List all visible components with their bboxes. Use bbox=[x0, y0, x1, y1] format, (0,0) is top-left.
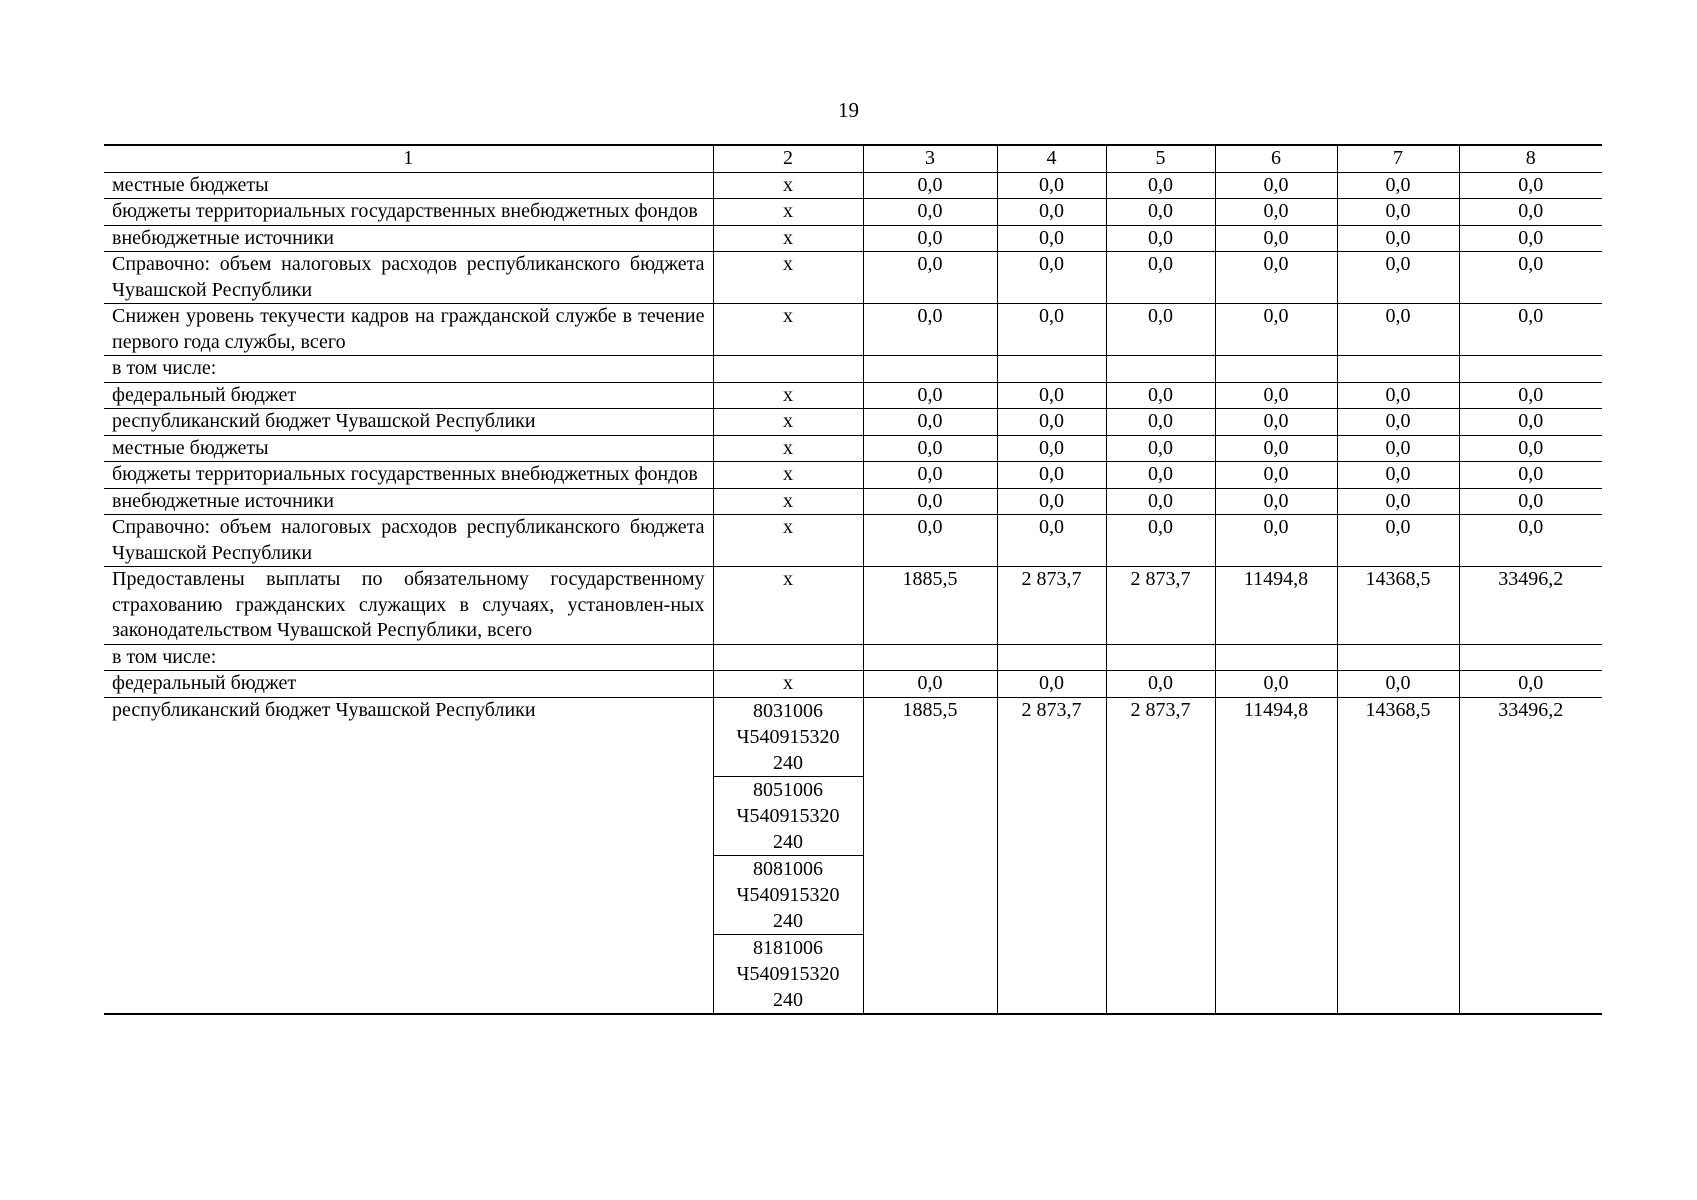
budget-code: х bbox=[713, 462, 863, 489]
value-cell: 0,0 bbox=[1459, 409, 1602, 436]
budget-code-line: 8181006 bbox=[753, 936, 823, 959]
budget-code-line: 8031006 bbox=[753, 699, 823, 722]
header-cell: 6 bbox=[1215, 145, 1337, 172]
value-cell: 0,0 bbox=[1337, 172, 1459, 199]
value-cell: 0,0 bbox=[997, 488, 1106, 515]
budget-code-line: 240 bbox=[773, 751, 803, 774]
table-row bbox=[104, 225, 1602, 252]
value-cell: 0,0 bbox=[997, 382, 1106, 409]
value-cell: 0,0 bbox=[1215, 462, 1337, 489]
table-header-row bbox=[104, 145, 1602, 172]
value-cell: 0,0 bbox=[1215, 409, 1337, 436]
value-cell: 0,0 bbox=[1337, 225, 1459, 252]
value-cell: 0,0 bbox=[1337, 252, 1459, 304]
value-cell: 0,0 bbox=[1106, 225, 1215, 252]
row-label: республиканский бюджет Чувашской Республики bbox=[104, 409, 713, 436]
row-label: бюджеты территориальных государственных внебюджетных фондов bbox=[104, 462, 713, 489]
table-row bbox=[104, 382, 1602, 409]
value-cell: 11494,8 bbox=[1215, 697, 1337, 1014]
value-cell: 0,0 bbox=[1337, 409, 1459, 436]
value-cell bbox=[1337, 644, 1459, 671]
budget-code-line: Ч540915320 bbox=[736, 804, 840, 827]
table-row bbox=[104, 671, 1602, 698]
value-cell: 0,0 bbox=[1337, 435, 1459, 462]
budget-code: х bbox=[713, 199, 863, 226]
row-label: в том числе: bbox=[104, 644, 713, 671]
table-row bbox=[104, 488, 1602, 515]
row-label: Справочно: объем налоговых расходов республиканского бюджета Чувашской Республики bbox=[104, 515, 713, 567]
value-cell: 0,0 bbox=[997, 304, 1106, 356]
value-cell: 2 873,7 bbox=[997, 567, 1106, 645]
value-cell: 0,0 bbox=[1459, 382, 1602, 409]
value-cell: 0,0 bbox=[1459, 172, 1602, 199]
table-row bbox=[104, 252, 1602, 304]
row-label: бюджеты территориальных государственных внебюджетных фондов bbox=[104, 199, 713, 226]
value-cell: 0,0 bbox=[1106, 462, 1215, 489]
value-cell: 2 873,7 bbox=[997, 697, 1106, 1014]
value-cell: 11494,8 bbox=[1215, 567, 1337, 645]
budget-code: х bbox=[713, 252, 863, 304]
budget-code: х bbox=[713, 515, 863, 567]
budget-code: х bbox=[713, 409, 863, 436]
value-cell: 1885,5 bbox=[863, 697, 997, 1014]
budget-code bbox=[714, 856, 863, 935]
budget-code-line: 240 bbox=[773, 909, 803, 932]
value-cell: 0,0 bbox=[1215, 435, 1337, 462]
value-cell: 0,0 bbox=[863, 671, 997, 698]
budget-code: х bbox=[713, 435, 863, 462]
header-cell: 2 bbox=[713, 145, 863, 172]
value-cell: 0,0 bbox=[997, 199, 1106, 226]
value-cell: 0,0 bbox=[1337, 304, 1459, 356]
row-label: местные бюджеты bbox=[104, 172, 713, 199]
value-cell: 0,0 bbox=[1459, 488, 1602, 515]
value-cell bbox=[863, 356, 997, 383]
header-cell: 1 bbox=[104, 145, 713, 172]
budget-code-line: Ч540915320 bbox=[736, 883, 840, 906]
value-cell: 0,0 bbox=[863, 488, 997, 515]
table-row bbox=[104, 567, 1602, 645]
row-label: Справочно: объем налоговых расходов республиканского бюджета Чувашской Республики bbox=[104, 252, 713, 304]
value-cell: 0,0 bbox=[1337, 515, 1459, 567]
value-cell bbox=[1106, 356, 1215, 383]
table-row bbox=[104, 356, 1602, 383]
table-row bbox=[104, 644, 1602, 671]
value-cell: 0,0 bbox=[1215, 304, 1337, 356]
value-cell: 14368,5 bbox=[1337, 697, 1459, 1014]
value-cell: 0,0 bbox=[1459, 671, 1602, 698]
value-cell: 0,0 bbox=[997, 435, 1106, 462]
row-label: местные бюджеты bbox=[104, 435, 713, 462]
value-cell: 0,0 bbox=[863, 304, 997, 356]
page-number: 19 bbox=[838, 98, 859, 122]
value-cell: 0,0 bbox=[1459, 252, 1602, 304]
row-label: Предоставлены выплаты по обязательному государственному страхованию гражданских служащих в случаях, установлен-ных законодательством Чувашской Республики, всего bbox=[104, 567, 713, 645]
value-cell: 0,0 bbox=[1215, 172, 1337, 199]
value-cell: 0,0 bbox=[1215, 225, 1337, 252]
budget-code-list bbox=[713, 697, 863, 1014]
value-cell: 0,0 bbox=[863, 515, 997, 567]
budget-code-line: 240 bbox=[773, 830, 803, 853]
budget-code: х bbox=[713, 382, 863, 409]
budget-code: х bbox=[713, 172, 863, 199]
value-cell: 1885,5 bbox=[863, 567, 997, 645]
value-cell: 0,0 bbox=[1106, 172, 1215, 199]
value-cell: 33496,2 bbox=[1459, 697, 1602, 1014]
value-cell: 0,0 bbox=[1215, 382, 1337, 409]
value-cell: 0,0 bbox=[1215, 252, 1337, 304]
row-label: Снижен уровень текучести кадров на гражданской службе в течение первого года службы, всего bbox=[104, 304, 713, 356]
budget-code-line: 240 bbox=[773, 988, 803, 1011]
table-row bbox=[104, 435, 1602, 462]
value-cell: 0,0 bbox=[997, 515, 1106, 567]
value-cell: 0,0 bbox=[1106, 199, 1215, 226]
value-cell: 2 873,7 bbox=[1106, 697, 1215, 1014]
table-row bbox=[104, 304, 1602, 356]
budget-code-line: Ч540915320 bbox=[736, 962, 840, 985]
row-label: республиканский бюджет Чувашской Республики bbox=[104, 697, 713, 1014]
value-cell: 0,0 bbox=[1106, 409, 1215, 436]
row-label: в том числе: bbox=[104, 356, 713, 383]
value-cell bbox=[997, 644, 1106, 671]
value-cell: 0,0 bbox=[1459, 435, 1602, 462]
value-cell bbox=[863, 644, 997, 671]
value-cell bbox=[1215, 644, 1337, 671]
value-cell: 0,0 bbox=[997, 172, 1106, 199]
header-cell: 3 bbox=[863, 145, 997, 172]
table-row bbox=[104, 462, 1602, 489]
row-label: федеральный бюджет bbox=[104, 382, 713, 409]
row-label: федеральный бюджет bbox=[104, 671, 713, 698]
header-cell: 5 bbox=[1106, 145, 1215, 172]
header-cell: 4 bbox=[997, 145, 1106, 172]
budget-code: х bbox=[713, 671, 863, 698]
budget-code: х bbox=[713, 304, 863, 356]
value-cell: 0,0 bbox=[1106, 252, 1215, 304]
value-cell: 0,0 bbox=[1106, 304, 1215, 356]
value-cell: 0,0 bbox=[997, 671, 1106, 698]
table-row bbox=[104, 409, 1602, 436]
value-cell: 0,0 bbox=[1215, 199, 1337, 226]
value-cell: 0,0 bbox=[1337, 671, 1459, 698]
value-cell: 0,0 bbox=[863, 225, 997, 252]
value-cell: 0,0 bbox=[1106, 671, 1215, 698]
value-cell: 0,0 bbox=[1106, 488, 1215, 515]
budget-code-line: 8051006 bbox=[753, 778, 823, 801]
value-cell: 0,0 bbox=[1337, 199, 1459, 226]
value-cell: 0,0 bbox=[1106, 515, 1215, 567]
value-cell: 0,0 bbox=[863, 382, 997, 409]
budget-code-line: Ч540915320 bbox=[736, 725, 840, 748]
row-label: внебюджетные источники bbox=[104, 488, 713, 515]
table-row bbox=[104, 515, 1602, 567]
value-cell: 0,0 bbox=[997, 252, 1106, 304]
value-cell: 0,0 bbox=[863, 172, 997, 199]
value-cell: 33496,2 bbox=[1459, 567, 1602, 645]
value-cell: 0,0 bbox=[863, 199, 997, 226]
row-label: внебюджетные источники bbox=[104, 225, 713, 252]
value-cell bbox=[1459, 356, 1602, 383]
value-cell: 0,0 bbox=[1459, 304, 1602, 356]
budget-code: х bbox=[713, 225, 863, 252]
header-cell: 7 bbox=[1337, 145, 1459, 172]
budget-code bbox=[714, 935, 863, 1013]
budget-code: х bbox=[713, 488, 863, 515]
budget-code bbox=[713, 644, 863, 671]
budget-code bbox=[714, 698, 863, 777]
value-cell: 0,0 bbox=[1459, 515, 1602, 567]
value-cell: 0,0 bbox=[997, 462, 1106, 489]
value-cell: 0,0 bbox=[1459, 462, 1602, 489]
value-cell bbox=[1337, 356, 1459, 383]
value-cell: 0,0 bbox=[1459, 199, 1602, 226]
table-row bbox=[104, 172, 1602, 199]
value-cell: 0,0 bbox=[1337, 462, 1459, 489]
value-cell: 0,0 bbox=[1337, 382, 1459, 409]
value-cell bbox=[1215, 356, 1337, 383]
value-cell bbox=[997, 356, 1106, 383]
value-cell: 0,0 bbox=[997, 409, 1106, 436]
value-cell: 0,0 bbox=[863, 435, 997, 462]
value-cell: 0,0 bbox=[863, 409, 997, 436]
value-cell: 0,0 bbox=[1215, 488, 1337, 515]
value-cell: 14368,5 bbox=[1337, 567, 1459, 645]
value-cell: 0,0 bbox=[863, 462, 997, 489]
value-cell: 0,0 bbox=[1106, 435, 1215, 462]
table-row bbox=[104, 199, 1602, 226]
value-cell bbox=[1106, 644, 1215, 671]
budget-code bbox=[713, 356, 863, 383]
value-cell: 0,0 bbox=[1337, 488, 1459, 515]
value-cell: 0,0 bbox=[1106, 382, 1215, 409]
value-cell: 0,0 bbox=[863, 252, 997, 304]
budget-table bbox=[104, 144, 1602, 1015]
budget-code: х bbox=[713, 567, 863, 645]
value-cell: 0,0 bbox=[1459, 225, 1602, 252]
budget-code-line: 8081006 bbox=[753, 857, 823, 880]
budget-code bbox=[714, 777, 863, 856]
value-cell: 0,0 bbox=[1215, 671, 1337, 698]
table-row bbox=[104, 697, 1602, 1014]
value-cell: 2 873,7 bbox=[1106, 567, 1215, 645]
value-cell: 0,0 bbox=[997, 225, 1106, 252]
value-cell bbox=[1459, 644, 1602, 671]
header-cell: 8 bbox=[1459, 145, 1602, 172]
value-cell: 0,0 bbox=[1215, 515, 1337, 567]
